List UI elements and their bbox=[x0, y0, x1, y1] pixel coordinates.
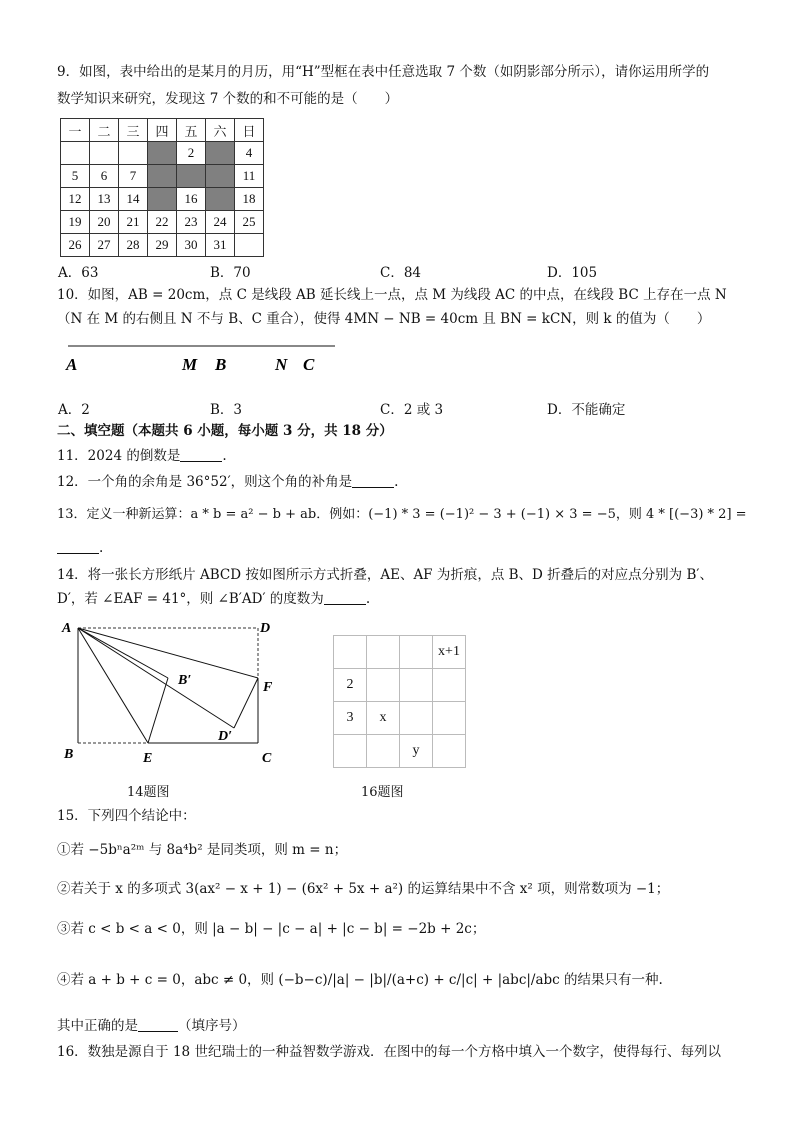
calendar-cell: 26 bbox=[61, 234, 90, 257]
q9-line2: 数学知识来研究，发现这 7 个数的和不可能的是（ ） bbox=[57, 91, 399, 107]
sudoku-cell: 2 bbox=[334, 669, 367, 702]
calendar-cell: 19 bbox=[61, 211, 90, 234]
sudoku-cell bbox=[367, 636, 400, 669]
label-b-prime: B′ bbox=[178, 673, 192, 688]
q12-line bbox=[57, 472, 398, 492]
calendar-cell: 24 bbox=[206, 211, 235, 234]
calendar-cell: 16 bbox=[177, 188, 206, 211]
q9-option-d: D．105 bbox=[547, 265, 598, 281]
q14-end: . bbox=[365, 591, 371, 607]
calendar-cell: 7 bbox=[119, 165, 148, 188]
calendar-table bbox=[60, 118, 264, 257]
crease-af bbox=[78, 628, 258, 678]
calendar-header-cell: 五 bbox=[177, 119, 206, 142]
sudoku-cell: y bbox=[400, 735, 433, 768]
figure14-caption: 14题图 bbox=[127, 785, 170, 800]
calendar-cell: 13 bbox=[90, 188, 119, 211]
label-a: A bbox=[62, 621, 72, 636]
sudoku-cell bbox=[433, 669, 466, 702]
calendar-cell: 11 bbox=[235, 165, 264, 188]
q14-line2 bbox=[57, 589, 370, 609]
sudoku-cell bbox=[400, 702, 433, 735]
calendar-cell: 25 bbox=[235, 211, 264, 234]
sudoku-cell bbox=[433, 702, 466, 735]
q14-text: D′，若 ∠EAF = 41°，则 ∠B′AD′ 的度数为 bbox=[57, 591, 324, 607]
calendar-cell: 2 bbox=[177, 142, 206, 165]
q9-line1: 9．如图，表中给出的是某月的月历，用“H”型框在表中任意选取 7 个数（如阴影部分所示），请你运用所学的 bbox=[57, 64, 710, 80]
crease-ae bbox=[78, 628, 148, 743]
q10-option-b: B．3 bbox=[210, 402, 243, 418]
calendar-cell bbox=[119, 142, 148, 165]
point-m-label: M bbox=[182, 355, 198, 374]
calendar-header-cell: 日 bbox=[235, 119, 264, 142]
calendar-cell: 21 bbox=[119, 211, 148, 234]
point-a-label: A bbox=[66, 355, 78, 374]
calendar-shaded-cell bbox=[177, 165, 206, 188]
q15-statement-1: ①若 −5bⁿa²ᵐ 与 8a⁴b² 是同类项，则 m = n； bbox=[57, 842, 348, 858]
point-n-label: N bbox=[275, 355, 288, 374]
calendar-cell: 28 bbox=[119, 234, 148, 257]
q15-answer-line bbox=[57, 1016, 246, 1036]
q11-text: 11．2024 的倒数是 bbox=[57, 448, 181, 464]
calendar-shaded-cell bbox=[206, 165, 235, 188]
q13-answer-line bbox=[57, 538, 103, 558]
section2-heading: 二、填空题（本题共 6 小题，每小题 3 分，共 18 分） bbox=[57, 423, 393, 439]
calendar-header-cell: 三 bbox=[119, 119, 148, 142]
calendar-cell: 14 bbox=[119, 188, 148, 211]
calendar-cell: 27 bbox=[90, 234, 119, 257]
calendar-shaded-cell bbox=[148, 142, 177, 165]
sudoku-cell bbox=[400, 669, 433, 702]
q15-answer-suffix: （填序号） bbox=[178, 1018, 246, 1034]
calendar-cell: 22 bbox=[148, 211, 177, 234]
q14-line1: 14．将一张长方形纸片 ABCD 按如图所示方式折叠，AE、AF 为折痕，点 B、D 折叠后的对应点分别为 B′、 bbox=[57, 567, 713, 583]
calendar-header-cell: 一 bbox=[61, 119, 90, 142]
sudoku-cell bbox=[400, 636, 433, 669]
sudoku-cell: 3 bbox=[334, 702, 367, 735]
q15-answer-prefix: 其中正确的是 bbox=[57, 1018, 138, 1034]
calendar-shaded-cell bbox=[206, 142, 235, 165]
label-e: E bbox=[143, 751, 153, 766]
calendar-cell: 20 bbox=[90, 211, 119, 234]
calendar-cell bbox=[90, 142, 119, 165]
q13-end: . bbox=[99, 540, 104, 556]
line-ad-prime bbox=[78, 628, 234, 728]
q10-option-a: A．2 bbox=[58, 402, 90, 418]
q15-title: 15．下列四个结论中： bbox=[57, 808, 196, 824]
sudoku-cell bbox=[367, 735, 400, 768]
sudoku-cell: x bbox=[367, 702, 400, 735]
point-b-label: B bbox=[215, 355, 227, 374]
label-d-prime: D′ bbox=[218, 729, 233, 744]
calendar-shaded-cell bbox=[148, 165, 177, 188]
label-d: D bbox=[260, 621, 271, 636]
calendar-shaded-cell bbox=[206, 188, 235, 211]
sudoku-grid bbox=[333, 635, 466, 768]
q15-statement-2: ②若关于 x 的多项式 3(ax² − x + 1) − (6x² + 5x + a²) 的运算结果中不含 x² 项，则常数项为 −1； bbox=[57, 881, 670, 897]
label-c: C bbox=[262, 751, 272, 766]
calendar-cell: 30 bbox=[177, 234, 206, 257]
calendar-cell: 31 bbox=[206, 234, 235, 257]
q15-statement-4: ④若 a + b + c = 0，abc ≠ 0，则 (−b−c)/|a| − |b|/(a+c) + c/|c| + |abc|/abc 的结果只有一种. bbox=[57, 972, 663, 988]
calendar-cell: 23 bbox=[177, 211, 206, 234]
calendar-header-cell: 六 bbox=[206, 119, 235, 142]
calendar-header-cell: 四 bbox=[148, 119, 177, 142]
q10-line2: （N 在 M 的右侧且 N 不与 B、C 重合），使得 4MN − NB = 40cm 且 BN = kCN，则 k 的值为（ ） bbox=[57, 311, 711, 327]
q9-option-a: A．63 bbox=[58, 265, 99, 281]
fold-figure bbox=[58, 618, 288, 768]
q10-segment-figure bbox=[60, 338, 350, 378]
sudoku-cell bbox=[334, 636, 367, 669]
calendar-cell bbox=[61, 142, 90, 165]
calendar-cell: 29 bbox=[148, 234, 177, 257]
q11-blank bbox=[180, 447, 222, 462]
q9-option-c: C．84 bbox=[380, 265, 422, 281]
sudoku-cell bbox=[433, 735, 466, 768]
calendar-header-cell: 二 bbox=[90, 119, 119, 142]
sudoku-cell bbox=[334, 735, 367, 768]
sudoku-cell: x+1 bbox=[433, 636, 466, 669]
figure16-caption: 16题图 bbox=[361, 785, 404, 800]
sudoku-cell bbox=[367, 669, 400, 702]
q11-end: . bbox=[222, 448, 227, 464]
q9-option-b: B．70 bbox=[210, 265, 251, 281]
calendar-cell bbox=[235, 234, 264, 257]
point-c-label: C bbox=[303, 355, 315, 374]
q15-statement-3: ③若 c < b < a < 0，则 |a − b| − |c − a| + |c − b| = −2b + 2c； bbox=[57, 921, 486, 937]
q12-end: . bbox=[394, 474, 399, 490]
q10-option-d: D．不能确定 bbox=[547, 402, 626, 418]
q13-line: 13．定义一种新运算：a * b = a² − b + ab．例如：(−1) * 3 = (−1)² − 3 + (−1) × 3 = −5，则 4 * [(−3) * 2] = bbox=[57, 507, 747, 522]
q14-blank bbox=[324, 590, 366, 605]
label-f: F bbox=[263, 680, 273, 695]
calendar-cell: 18 bbox=[235, 188, 264, 211]
calendar-cell: 6 bbox=[90, 165, 119, 188]
calendar-shaded-cell bbox=[148, 188, 177, 211]
calendar-cell: 12 bbox=[61, 188, 90, 211]
label-b: B bbox=[64, 747, 74, 762]
calendar-cell: 4 bbox=[235, 142, 264, 165]
calendar-cell: 5 bbox=[61, 165, 90, 188]
q10-line1: 10．如图，AB = 20cm，点 C 是线段 AB 延长线上一点，点 M 为线段 AC 的中点，在线段 BC 上存在一点 N bbox=[57, 287, 727, 303]
q11-line bbox=[57, 446, 227, 466]
q12-blank bbox=[352, 473, 394, 488]
q15-blank bbox=[138, 1017, 178, 1032]
q10-option-c: C．2 或 3 bbox=[380, 402, 444, 418]
line-b-prime-e bbox=[148, 678, 168, 743]
q16-line1: 16．数独是源自于 18 世纪瑞士的一种益智数学游戏．在图中的每一个方格中填入一个数字，使得每行、每列以 bbox=[57, 1044, 721, 1060]
q13-blank bbox=[57, 539, 99, 554]
line-ab-prime bbox=[78, 628, 168, 678]
line-d-prime-f bbox=[234, 678, 258, 728]
q12-text: 12．一个角的余角是 36°52′，则这个角的补角是 bbox=[57, 474, 353, 490]
